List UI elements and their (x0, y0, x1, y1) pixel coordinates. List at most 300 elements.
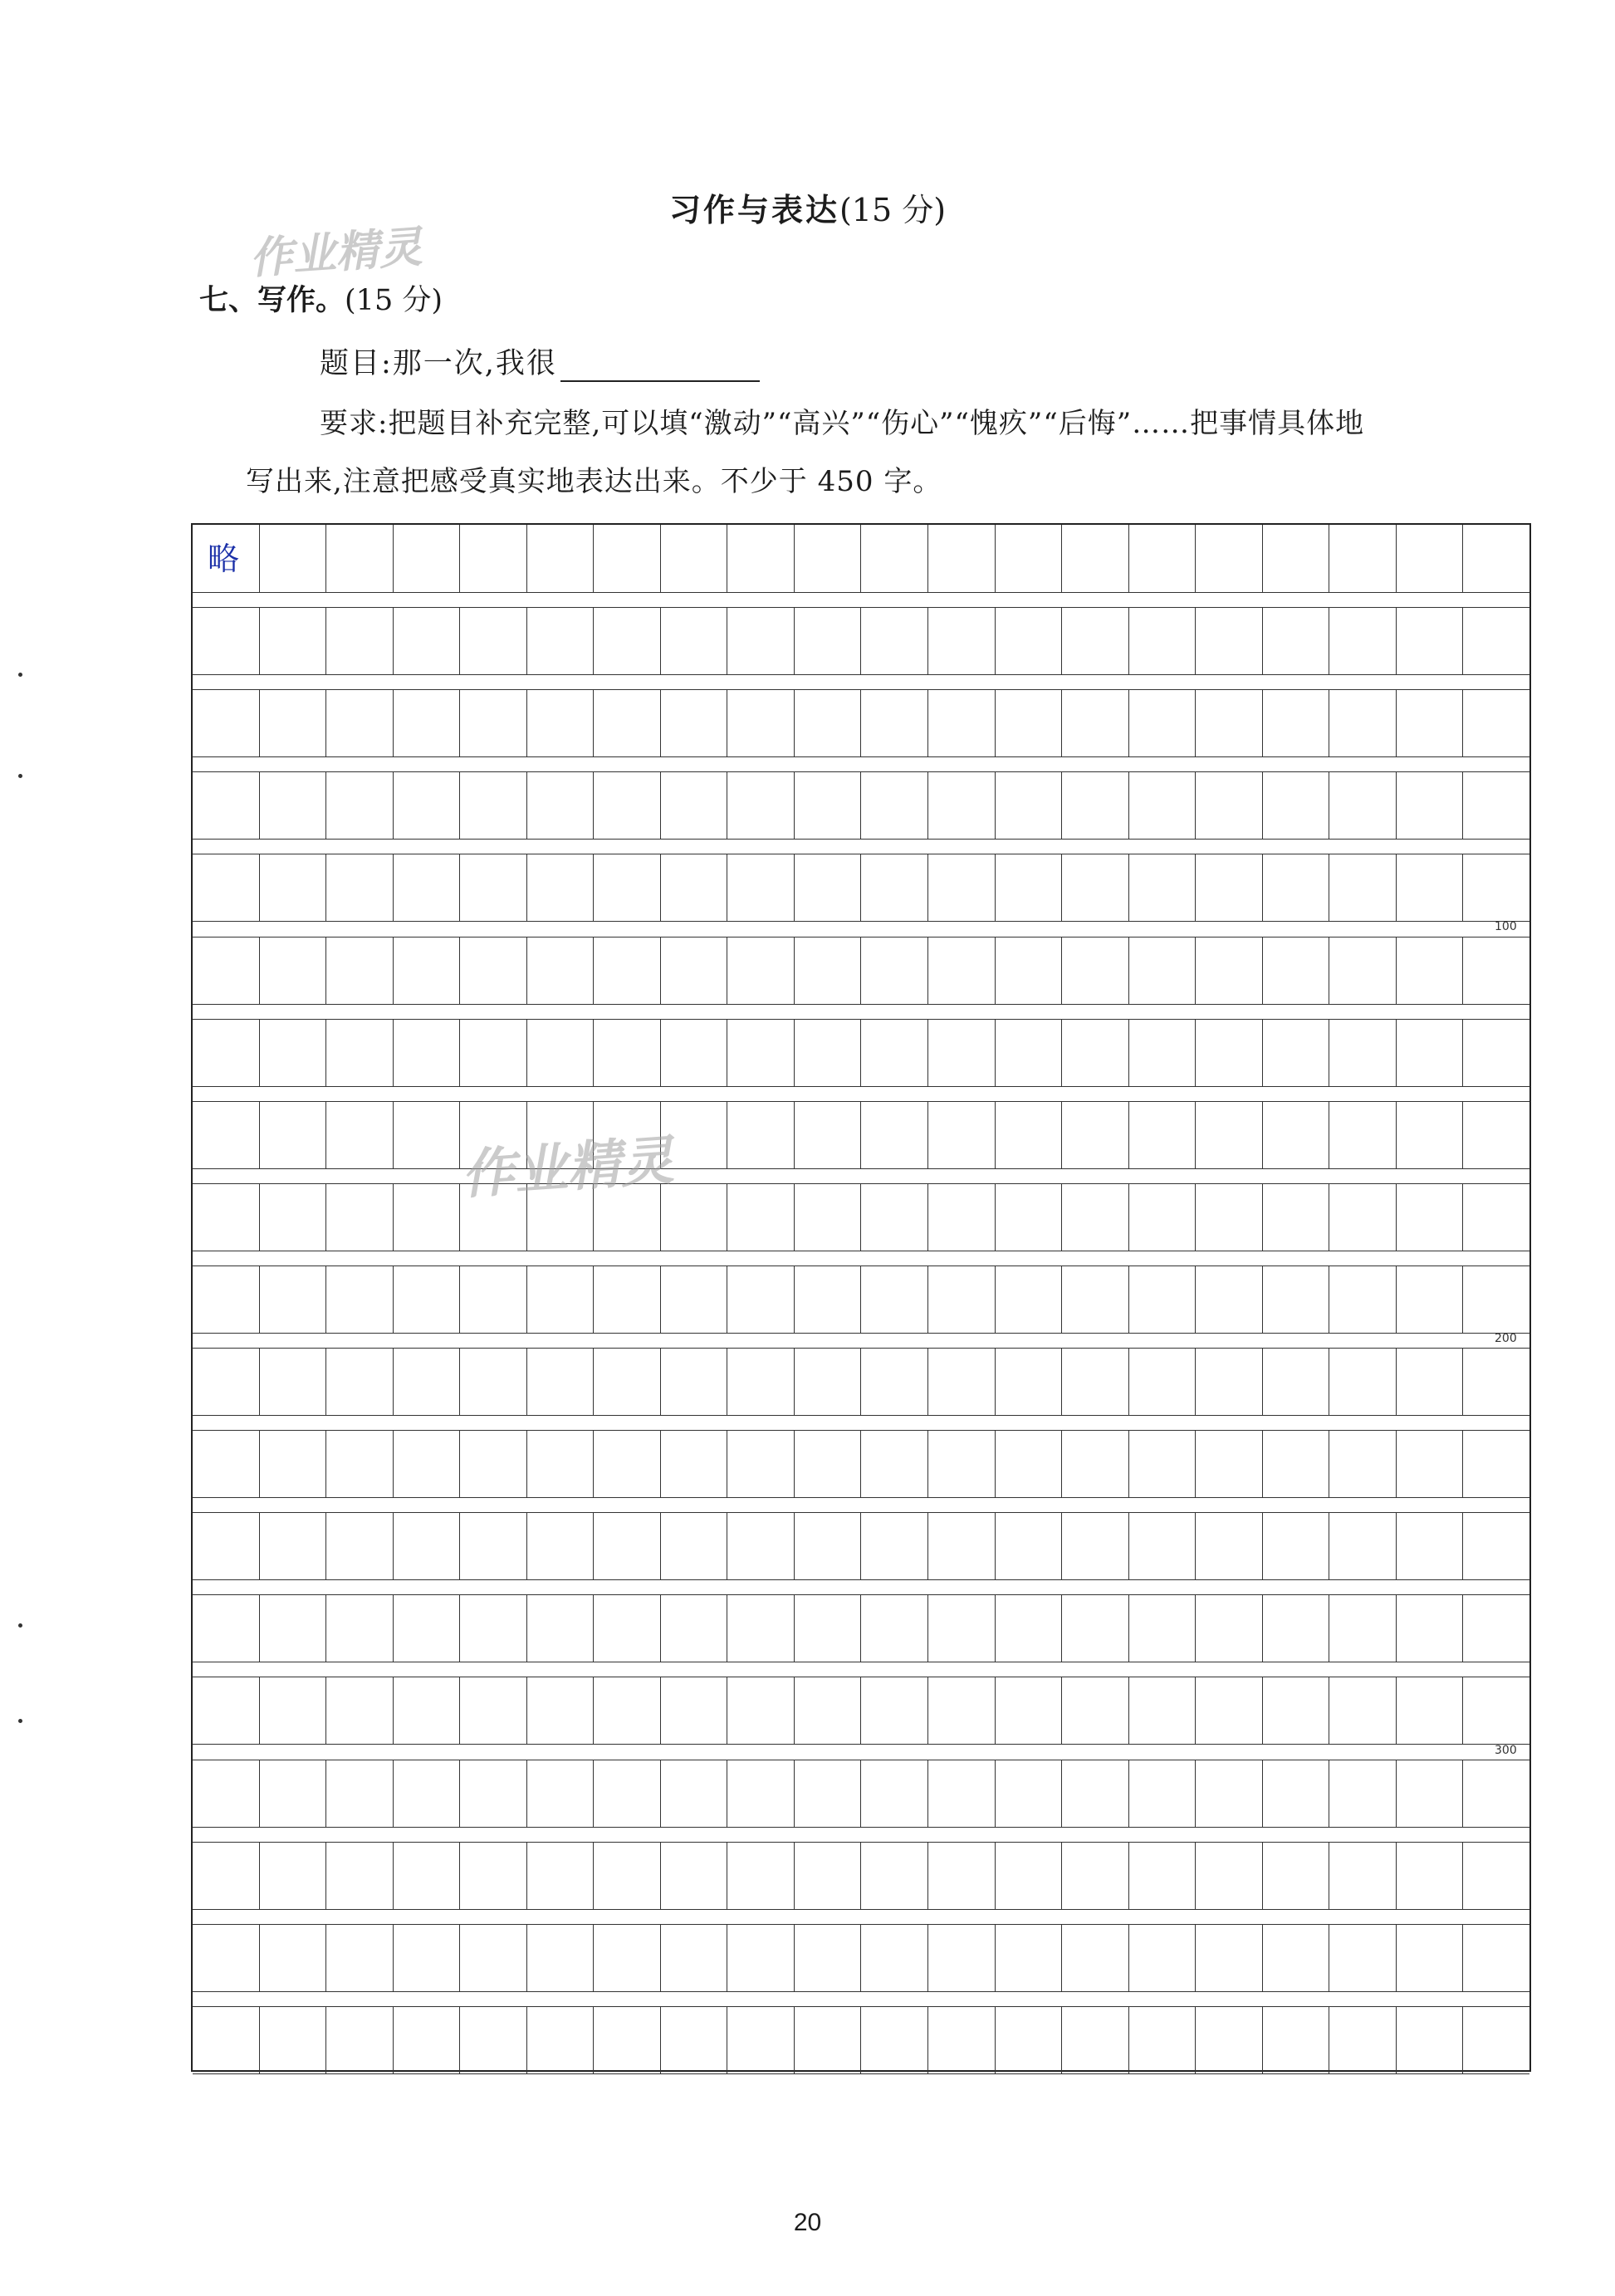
grid-cell[interactable] (1329, 525, 1397, 592)
grid-cell[interactable] (1196, 1760, 1263, 1827)
grid-cell[interactable] (1062, 608, 1129, 674)
grid-cell[interactable] (193, 1102, 260, 1168)
grid-cell[interactable] (260, 937, 327, 1004)
grid-cell[interactable] (727, 1266, 795, 1333)
grid-cell[interactable] (1129, 1102, 1197, 1168)
grid-cell[interactable] (1397, 1102, 1464, 1168)
grid-cell[interactable] (527, 1020, 595, 1086)
grid-cell[interactable] (394, 1349, 461, 1415)
grid-cell[interactable] (795, 1595, 862, 1662)
grid-cell[interactable] (1463, 525, 1529, 592)
grid-cell[interactable] (1263, 1595, 1330, 1662)
grid-cell[interactable] (861, 1020, 928, 1086)
grid-cell[interactable] (1397, 1760, 1464, 1827)
grid-cell[interactable] (1129, 854, 1197, 921)
grid-cell[interactable] (1329, 772, 1397, 839)
grid-cell[interactable] (1397, 937, 1464, 1004)
grid-cell[interactable] (661, 1431, 728, 1497)
grid-cell[interactable] (193, 1020, 260, 1086)
grid-cell[interactable] (1463, 2007, 1529, 2073)
grid-cell[interactable] (1062, 1513, 1129, 1579)
grid-cell[interactable] (1062, 772, 1129, 839)
grid-cell[interactable] (861, 1266, 928, 1333)
grid-cell[interactable] (1196, 2007, 1263, 2073)
grid-cell[interactable] (661, 854, 728, 921)
grid-cell[interactable] (394, 1266, 461, 1333)
grid-cell[interactable] (1397, 854, 1464, 921)
grid-cell[interactable] (1196, 937, 1263, 1004)
grid-cell[interactable] (460, 690, 527, 756)
grid-cell[interactable] (1397, 1677, 1464, 1744)
grid-cell[interactable] (928, 1595, 996, 1662)
grid-cell[interactable] (460, 1020, 527, 1086)
grid-cell[interactable] (1062, 1760, 1129, 1827)
grid-cell[interactable] (996, 1843, 1063, 1909)
grid-cell[interactable] (727, 525, 795, 592)
grid-cell[interactable] (394, 854, 461, 921)
grid-cell[interactable] (326, 772, 394, 839)
grid-cell[interactable] (1196, 608, 1263, 674)
grid-cell[interactable] (795, 1513, 862, 1579)
grid-cell[interactable] (928, 2007, 996, 2073)
grid-cell[interactable] (1463, 608, 1529, 674)
grid-cell[interactable] (727, 854, 795, 921)
grid-cell[interactable] (326, 1760, 394, 1827)
grid-cell[interactable] (527, 525, 595, 592)
grid-cell[interactable] (594, 1677, 661, 1744)
grid-cell[interactable] (326, 1184, 394, 1251)
grid-cell[interactable] (260, 608, 327, 674)
grid-cell[interactable] (928, 1925, 996, 1991)
grid-cell[interactable] (1463, 1431, 1529, 1497)
grid-cell[interactable] (1129, 525, 1197, 592)
grid-cell[interactable] (326, 525, 394, 592)
grid-cell[interactable] (260, 1102, 327, 1168)
grid-cell[interactable] (193, 2007, 260, 2073)
grid-cell[interactable] (727, 772, 795, 839)
grid-cell[interactable] (326, 1431, 394, 1497)
grid-cell[interactable] (260, 1431, 327, 1497)
grid-cell[interactable] (326, 1925, 394, 1991)
grid-cell[interactable] (193, 690, 260, 756)
grid-cell[interactable] (795, 1184, 862, 1251)
grid-cell[interactable] (1463, 1595, 1529, 1662)
grid-cell[interactable] (996, 1102, 1063, 1168)
grid-cell[interactable] (1463, 854, 1529, 921)
grid-cell[interactable] (193, 1349, 260, 1415)
grid-cell[interactable] (1263, 937, 1330, 1004)
grid-cell[interactable] (527, 1513, 595, 1579)
grid-cell[interactable] (996, 1925, 1063, 1991)
grid-cell[interactable] (460, 1925, 527, 1991)
grid-cell[interactable] (1129, 1431, 1197, 1497)
grid-cell[interactable] (795, 608, 862, 674)
grid-cell[interactable] (1329, 1513, 1397, 1579)
grid-cell[interactable] (326, 937, 394, 1004)
grid-cell[interactable] (1196, 1513, 1263, 1579)
grid-cell[interactable] (326, 1102, 394, 1168)
grid-cell[interactable] (661, 1760, 728, 1827)
grid-cell[interactable] (260, 1349, 327, 1415)
grid-cell[interactable] (326, 1020, 394, 1086)
grid-cell[interactable] (460, 937, 527, 1004)
grid-cell[interactable] (861, 1925, 928, 1991)
grid-cell[interactable] (1129, 772, 1197, 839)
grid-cell[interactable] (1263, 1102, 1330, 1168)
grid-cell[interactable] (594, 608, 661, 674)
grid-cell[interactable] (795, 1925, 862, 1991)
grid-cell[interactable] (1129, 1020, 1197, 1086)
grid-cell[interactable] (928, 1843, 996, 1909)
grid-cell[interactable] (795, 525, 862, 592)
grid-cell[interactable] (1329, 608, 1397, 674)
grid-cell[interactable] (861, 1595, 928, 1662)
grid-cell[interactable] (1397, 1431, 1464, 1497)
grid-cell[interactable] (460, 1266, 527, 1333)
grid-cell[interactable] (1263, 1677, 1330, 1744)
grid-cell[interactable] (861, 854, 928, 921)
grid-cell[interactable] (1129, 608, 1197, 674)
grid-cell[interactable] (795, 1349, 862, 1415)
grid-cell[interactable] (326, 854, 394, 921)
grid-cell[interactable] (193, 1843, 260, 1909)
grid-cell[interactable] (1263, 854, 1330, 921)
grid-cell[interactable] (861, 1760, 928, 1827)
grid-cell[interactable] (326, 1595, 394, 1662)
grid-cell[interactable] (594, 1513, 661, 1579)
grid-cell[interactable] (1129, 1184, 1197, 1251)
grid-cell[interactable] (460, 1843, 527, 1909)
grid-cell[interactable] (861, 772, 928, 839)
grid-cell[interactable] (1397, 525, 1464, 592)
grid-cell[interactable] (394, 1925, 461, 1991)
grid-cell[interactable] (661, 1020, 728, 1086)
grid-cell[interactable] (1463, 690, 1529, 756)
grid-cell[interactable] (1129, 1266, 1197, 1333)
grid-cell[interactable] (527, 1760, 595, 1827)
grid-cell[interactable] (193, 1677, 260, 1744)
grid-cell[interactable] (996, 937, 1063, 1004)
grid-cell[interactable] (1397, 1184, 1464, 1251)
grid-cell[interactable] (527, 1595, 595, 1662)
grid-cell[interactable] (861, 2007, 928, 2073)
grid-cell[interactable] (861, 1102, 928, 1168)
grid-cell[interactable] (1329, 1102, 1397, 1168)
grid-cell[interactable] (727, 1760, 795, 1827)
grid-cell[interactable] (1196, 1349, 1263, 1415)
grid-cell[interactable] (928, 1349, 996, 1415)
grid-cell[interactable] (661, 1266, 728, 1333)
grid-cell[interactable] (727, 690, 795, 756)
grid-cell[interactable] (861, 1843, 928, 1909)
grid-cell[interactable] (1062, 690, 1129, 756)
grid-cell[interactable] (661, 608, 728, 674)
grid-cell[interactable] (928, 1184, 996, 1251)
grid-cell[interactable] (394, 1677, 461, 1744)
grid-cell[interactable] (1129, 1843, 1197, 1909)
grid-cell[interactable] (727, 2007, 795, 2073)
grid-cell[interactable] (1129, 1595, 1197, 1662)
grid-cell[interactable] (1263, 772, 1330, 839)
grid-cell[interactable] (1263, 2007, 1330, 2073)
grid-cell[interactable] (727, 1595, 795, 1662)
grid-cell[interactable] (861, 1349, 928, 1415)
grid-cell[interactable] (1196, 1266, 1263, 1333)
grid-cell[interactable] (861, 690, 928, 756)
grid-cell[interactable] (1329, 1349, 1397, 1415)
grid-cell[interactable] (861, 1431, 928, 1497)
grid-cell[interactable] (1196, 1843, 1263, 1909)
grid-cell[interactable] (795, 1102, 862, 1168)
grid-cell[interactable] (394, 1595, 461, 1662)
grid-cell[interactable] (527, 1925, 595, 1991)
grid-cell[interactable] (1062, 854, 1129, 921)
grid-cell[interactable] (394, 1513, 461, 1579)
grid-cell[interactable] (260, 525, 327, 592)
grid-cell[interactable] (795, 1760, 862, 1827)
grid-cell[interactable] (928, 690, 996, 756)
grid-cell[interactable] (1062, 1184, 1129, 1251)
grid-cell[interactable] (727, 1349, 795, 1415)
grid-cell[interactable] (260, 1020, 327, 1086)
grid-cell[interactable] (1463, 1760, 1529, 1827)
grid-cell[interactable] (1196, 854, 1263, 921)
grid-cell[interactable] (861, 937, 928, 1004)
grid-cell[interactable] (928, 1677, 996, 1744)
grid-cell[interactable] (1196, 690, 1263, 756)
grid-cell[interactable] (1129, 690, 1197, 756)
grid-cell[interactable] (661, 1925, 728, 1991)
grid-cell[interactable] (1329, 1266, 1397, 1333)
grid-cell[interactable] (727, 1513, 795, 1579)
grid-cell[interactable] (996, 1513, 1063, 1579)
grid-cell[interactable] (1062, 525, 1129, 592)
grid-cell[interactable] (193, 608, 260, 674)
grid-cell[interactable] (460, 2007, 527, 2073)
grid-cell[interactable] (1129, 1349, 1197, 1415)
grid-cell[interactable] (1263, 1843, 1330, 1909)
grid-cell[interactable] (527, 608, 595, 674)
grid-cell[interactable] (460, 1513, 527, 1579)
grid-cell[interactable] (1196, 1184, 1263, 1251)
grid-cell[interactable] (594, 1020, 661, 1086)
grid-cell[interactable] (795, 1431, 862, 1497)
grid-cell[interactable] (928, 1102, 996, 1168)
grid-cell[interactable] (928, 525, 996, 592)
grid-cell[interactable] (260, 854, 327, 921)
grid-cell[interactable] (1463, 1184, 1529, 1251)
grid-cell[interactable] (928, 1266, 996, 1333)
grid-cell[interactable] (1129, 1760, 1197, 1827)
grid-cell[interactable] (460, 1677, 527, 1744)
grid-cell[interactable] (1463, 1925, 1529, 1991)
grid-cell[interactable] (1062, 1431, 1129, 1497)
grid-cell[interactable] (594, 1266, 661, 1333)
grid-cell[interactable] (861, 525, 928, 592)
grid-cell[interactable] (996, 1677, 1063, 1744)
grid-cell[interactable] (193, 1513, 260, 1579)
grid-cell[interactable] (727, 1102, 795, 1168)
grid-cell[interactable] (527, 1349, 595, 1415)
grid-cell[interactable] (795, 937, 862, 1004)
grid-cell[interactable] (727, 1020, 795, 1086)
grid-cell[interactable] (1196, 1595, 1263, 1662)
grid-cell[interactable] (1397, 1925, 1464, 1991)
grid-cell[interactable] (795, 1843, 862, 1909)
grid-cell[interactable] (260, 1760, 327, 1827)
grid-cell[interactable] (1062, 1020, 1129, 1086)
grid-cell[interactable] (193, 854, 260, 921)
grid-cell[interactable] (260, 690, 327, 756)
grid-cell[interactable] (861, 608, 928, 674)
grid-cell[interactable] (996, 690, 1063, 756)
grid-cell[interactable] (394, 1843, 461, 1909)
grid-cell[interactable] (661, 525, 728, 592)
grid-cell[interactable] (996, 1349, 1063, 1415)
grid-cell[interactable] (1397, 608, 1464, 674)
grid-cell[interactable] (727, 1677, 795, 1744)
grid-cell[interactable] (727, 1843, 795, 1909)
grid-cell[interactable] (1463, 1349, 1529, 1415)
grid-cell[interactable] (594, 1431, 661, 1497)
grid-cell[interactable] (1397, 1513, 1464, 1579)
grid-cell[interactable] (527, 937, 595, 1004)
grid-cell[interactable] (326, 1266, 394, 1333)
grid-cell[interactable] (594, 937, 661, 1004)
grid-cell[interactable] (1062, 1843, 1129, 1909)
grid-cell[interactable] (1062, 1925, 1129, 1991)
grid-cell[interactable] (1463, 1677, 1529, 1744)
grid-cell[interactable] (527, 2007, 595, 2073)
grid-cell[interactable] (1463, 1843, 1529, 1909)
grid-cell[interactable] (394, 2007, 461, 2073)
grid-cell[interactable] (1463, 937, 1529, 1004)
grid-cell[interactable] (594, 1595, 661, 1662)
grid-cell[interactable] (326, 690, 394, 756)
grid-cell[interactable] (1397, 1595, 1464, 1662)
grid-cell[interactable] (661, 937, 728, 1004)
grid-cell[interactable] (527, 1843, 595, 1909)
grid-cell[interactable] (795, 690, 862, 756)
grid-cell[interactable] (193, 1595, 260, 1662)
grid-cell[interactable] (193, 1760, 260, 1827)
grid-cell[interactable] (394, 690, 461, 756)
grid-cell[interactable] (260, 1184, 327, 1251)
grid-cell[interactable] (1397, 2007, 1464, 2073)
grid-cell[interactable] (1196, 1677, 1263, 1744)
grid-cell[interactable] (193, 1431, 260, 1497)
grid-cell[interactable] (1397, 1843, 1464, 1909)
grid-cell[interactable] (996, 1760, 1063, 1827)
grid-cell[interactable] (661, 2007, 728, 2073)
grid-cell[interactable] (795, 772, 862, 839)
grid-cell[interactable] (1397, 690, 1464, 756)
grid-cell[interactable] (661, 690, 728, 756)
grid-cell[interactable] (928, 1431, 996, 1497)
grid-cell[interactable] (928, 772, 996, 839)
grid-cell[interactable] (996, 525, 1063, 592)
grid-cell[interactable] (661, 772, 728, 839)
grid-cell[interactable] (1463, 1266, 1529, 1333)
grid-cell[interactable] (326, 1513, 394, 1579)
grid-cell[interactable] (394, 1020, 461, 1086)
grid-cell[interactable] (996, 772, 1063, 839)
grid-cell[interactable] (661, 1677, 728, 1744)
grid-cell[interactable] (661, 1843, 728, 1909)
grid-cell[interactable] (928, 937, 996, 1004)
grid-cell[interactable] (460, 525, 527, 592)
grid-cell[interactable] (260, 1925, 327, 1991)
grid-cell[interactable] (1329, 1020, 1397, 1086)
grid-cell[interactable] (1129, 1513, 1197, 1579)
grid-cell[interactable] (1062, 1595, 1129, 1662)
grid-cell[interactable] (193, 1184, 260, 1251)
grid-cell[interactable] (1196, 1925, 1263, 1991)
grid-cell[interactable] (1397, 1020, 1464, 1086)
grid-cell[interactable] (1129, 1925, 1197, 1991)
grid-cell[interactable] (193, 937, 260, 1004)
grid-cell[interactable] (594, 525, 661, 592)
grid-cell[interactable] (527, 772, 595, 839)
grid-cell[interactable] (1329, 1431, 1397, 1497)
grid-cell[interactable] (594, 1349, 661, 1415)
grid-cell[interactable] (1263, 525, 1330, 592)
grid-cell[interactable] (260, 2007, 327, 2073)
grid-cell[interactable] (1329, 1843, 1397, 1909)
grid-cell[interactable] (1062, 1102, 1129, 1168)
grid-cell[interactable] (795, 1677, 862, 1744)
grid-cell[interactable] (193, 772, 260, 839)
grid-cell[interactable] (996, 1020, 1063, 1086)
grid-cell[interactable] (861, 1677, 928, 1744)
grid-cell[interactable] (1463, 772, 1529, 839)
grid-cell[interactable] (1463, 1020, 1529, 1086)
grid-cell[interactable] (594, 1760, 661, 1827)
grid-cell[interactable] (594, 690, 661, 756)
grid-cell[interactable] (394, 525, 461, 592)
grid-cell[interactable] (1263, 690, 1330, 756)
grid-cell[interactable] (260, 772, 327, 839)
grid-cell[interactable] (928, 1513, 996, 1579)
grid-cell[interactable] (1263, 1925, 1330, 1991)
grid-cell[interactable] (795, 1266, 862, 1333)
grid-cell[interactable] (594, 854, 661, 921)
grid-cell[interactable] (394, 1760, 461, 1827)
grid-cell[interactable] (1329, 854, 1397, 921)
grid-cell[interactable] (1196, 1020, 1263, 1086)
grid-cell[interactable] (527, 854, 595, 921)
grid-cell[interactable] (727, 1431, 795, 1497)
grid-cell[interactable] (661, 1513, 728, 1579)
grid-cell[interactable] (996, 854, 1063, 921)
grid-cell[interactable] (460, 854, 527, 921)
grid-cell[interactable] (795, 1020, 862, 1086)
grid-cell[interactable] (1062, 1349, 1129, 1415)
grid-cell[interactable] (326, 608, 394, 674)
grid-cell[interactable] (527, 1431, 595, 1497)
grid-cell[interactable] (1329, 1184, 1397, 1251)
grid-cell[interactable] (1263, 608, 1330, 674)
grid-cell[interactable] (727, 937, 795, 1004)
grid-cell[interactable] (394, 937, 461, 1004)
grid-cell[interactable] (594, 2007, 661, 2073)
grid-cell[interactable] (460, 1595, 527, 1662)
grid-cell[interactable] (1263, 1349, 1330, 1415)
grid-cell[interactable] (326, 1843, 394, 1909)
grid-cell[interactable] (661, 1595, 728, 1662)
grid-cell[interactable] (594, 1925, 661, 1991)
grid-cell[interactable] (326, 2007, 394, 2073)
